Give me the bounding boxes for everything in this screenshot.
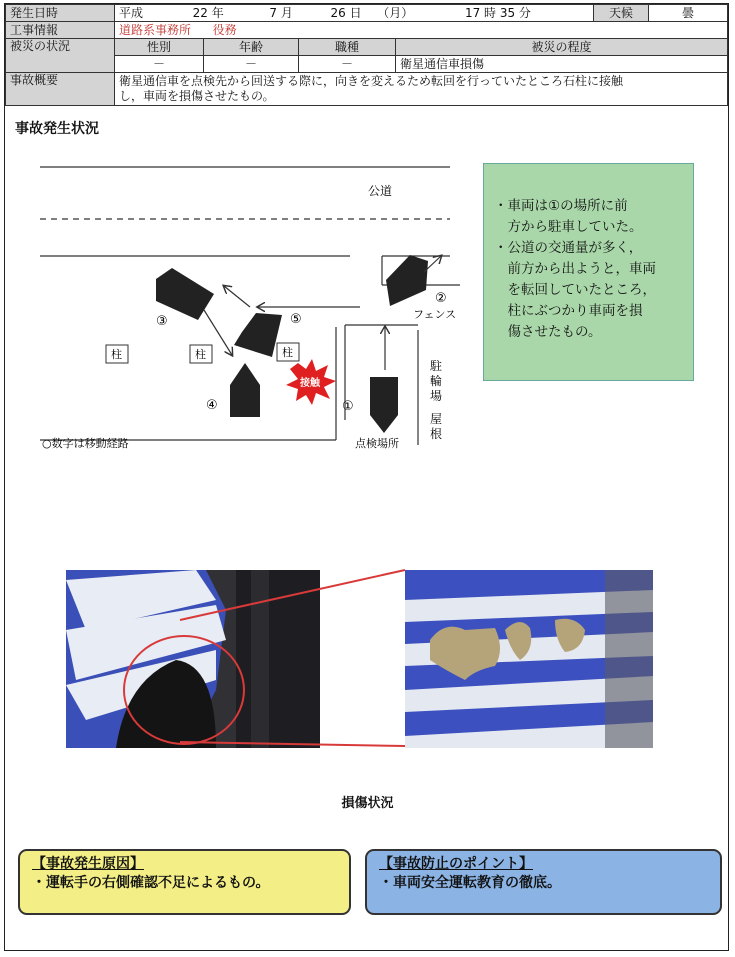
- situation-line-3: ・公道の交通量が多く，: [494, 240, 643, 256]
- cause-title: 【事故発生原因】: [32, 856, 144, 872]
- cause-text: ・運転手の右側確認不足によるもの。: [32, 875, 270, 891]
- cause-box: [18, 849, 351, 915]
- val-gender: －: [115, 56, 204, 73]
- summary-line-2: し，車両を損傷させたもの。: [119, 89, 275, 103]
- col-job: 職種: [299, 39, 396, 56]
- prevention-title: 【事故防止のポイント】: [379, 856, 533, 872]
- section-title: 事故発生状況: [15, 121, 99, 137]
- photo-caption: 損傷状況: [341, 796, 394, 811]
- situation-line-6: 柱にぶつかり車両を損: [494, 303, 643, 319]
- accident-diagram: [20, 155, 490, 465]
- val-degree: 衛星通信車損傷: [396, 56, 728, 73]
- victim-label: 被災の状況: [6, 39, 115, 73]
- summary-text: [115, 73, 728, 106]
- svg-text:輪: 輪: [430, 374, 443, 388]
- project-office: 道路系事務所: [119, 22, 192, 37]
- project-label: 工事情報: [6, 22, 115, 39]
- route-5: ⑤: [290, 312, 302, 327]
- route-1: ①: [342, 399, 354, 414]
- damage-photo-overview: [66, 570, 320, 748]
- month: 7 月: [269, 5, 293, 20]
- vehicle-position-2: [386, 255, 428, 306]
- roof-label: [430, 412, 442, 441]
- report-header-table: [5, 4, 728, 39]
- route-2: ②: [435, 291, 447, 306]
- day: 26 日: [330, 5, 362, 20]
- date-label: 発生日時: [6, 5, 115, 22]
- project-role: 役務: [212, 22, 237, 37]
- route-4: ④: [206, 398, 218, 413]
- situation-line-2: 方から駐車していた。: [494, 219, 643, 235]
- val-job: －: [299, 56, 396, 73]
- prevention-box: [365, 849, 722, 915]
- weekday: （月）: [377, 5, 414, 20]
- time: 17 時 35 分: [464, 5, 531, 20]
- col-degree: 被災の程度: [396, 39, 728, 56]
- era: 平成: [119, 5, 144, 20]
- fence-label: フェンス: [413, 308, 457, 321]
- vehicle-position-1: [370, 377, 398, 433]
- svg-text:屋: 屋: [430, 412, 443, 426]
- project-value: [115, 22, 728, 39]
- vehicle-position-4: [230, 363, 260, 417]
- col-age: 年齢: [204, 39, 299, 56]
- pillar-2: [190, 345, 212, 363]
- svg-text:場: 場: [430, 389, 443, 403]
- svg-text:柱: 柱: [282, 346, 293, 359]
- situation-line-5: を転回していたところ，: [494, 282, 656, 298]
- damage-photo-closeup: [405, 570, 653, 748]
- pillar-1: [106, 345, 128, 363]
- svg-text:駐: 駐: [430, 359, 443, 373]
- weather-value: 曇: [649, 5, 728, 22]
- contact-burst: [286, 359, 336, 405]
- year: 22 年: [192, 5, 224, 20]
- date-value: [115, 5, 594, 22]
- inspection-place-label: 点検場所: [355, 437, 399, 450]
- summary-label: 事故概要: [6, 73, 115, 106]
- situation-line-7: 傷させたもの。: [494, 324, 602, 340]
- bike-parking-label: [429, 359, 442, 403]
- vehicle-position-mid: [234, 313, 282, 357]
- road-label: 公道: [368, 184, 393, 198]
- situation-line-4: 前方から出ようと，車両: [494, 261, 656, 277]
- prevention-text: ・車両安全運転教育の徹底。: [379, 875, 561, 891]
- svg-text:柱: 柱: [195, 348, 206, 361]
- victim-table: [5, 38, 728, 73]
- situation-line-1: ・車両は①の場所に前: [494, 198, 628, 214]
- route-3: ③: [156, 314, 168, 329]
- val-age: －: [204, 56, 299, 73]
- route-legend: ○数字は移動経路: [42, 437, 129, 450]
- summary-table: [5, 72, 728, 106]
- contact-label: 接触: [300, 378, 320, 389]
- situation-box: [483, 163, 694, 381]
- svg-text:根: 根: [430, 427, 443, 441]
- pillar-3: [277, 343, 299, 361]
- svg-text:柱: 柱: [111, 348, 122, 361]
- col-gender: 性別: [115, 39, 204, 56]
- summary-line-1: 衛星通信車を点検先から回送する際に，向きを変えるため転回を行っていたところ石柱に接触: [119, 74, 624, 88]
- weather-label: 天候: [594, 5, 649, 22]
